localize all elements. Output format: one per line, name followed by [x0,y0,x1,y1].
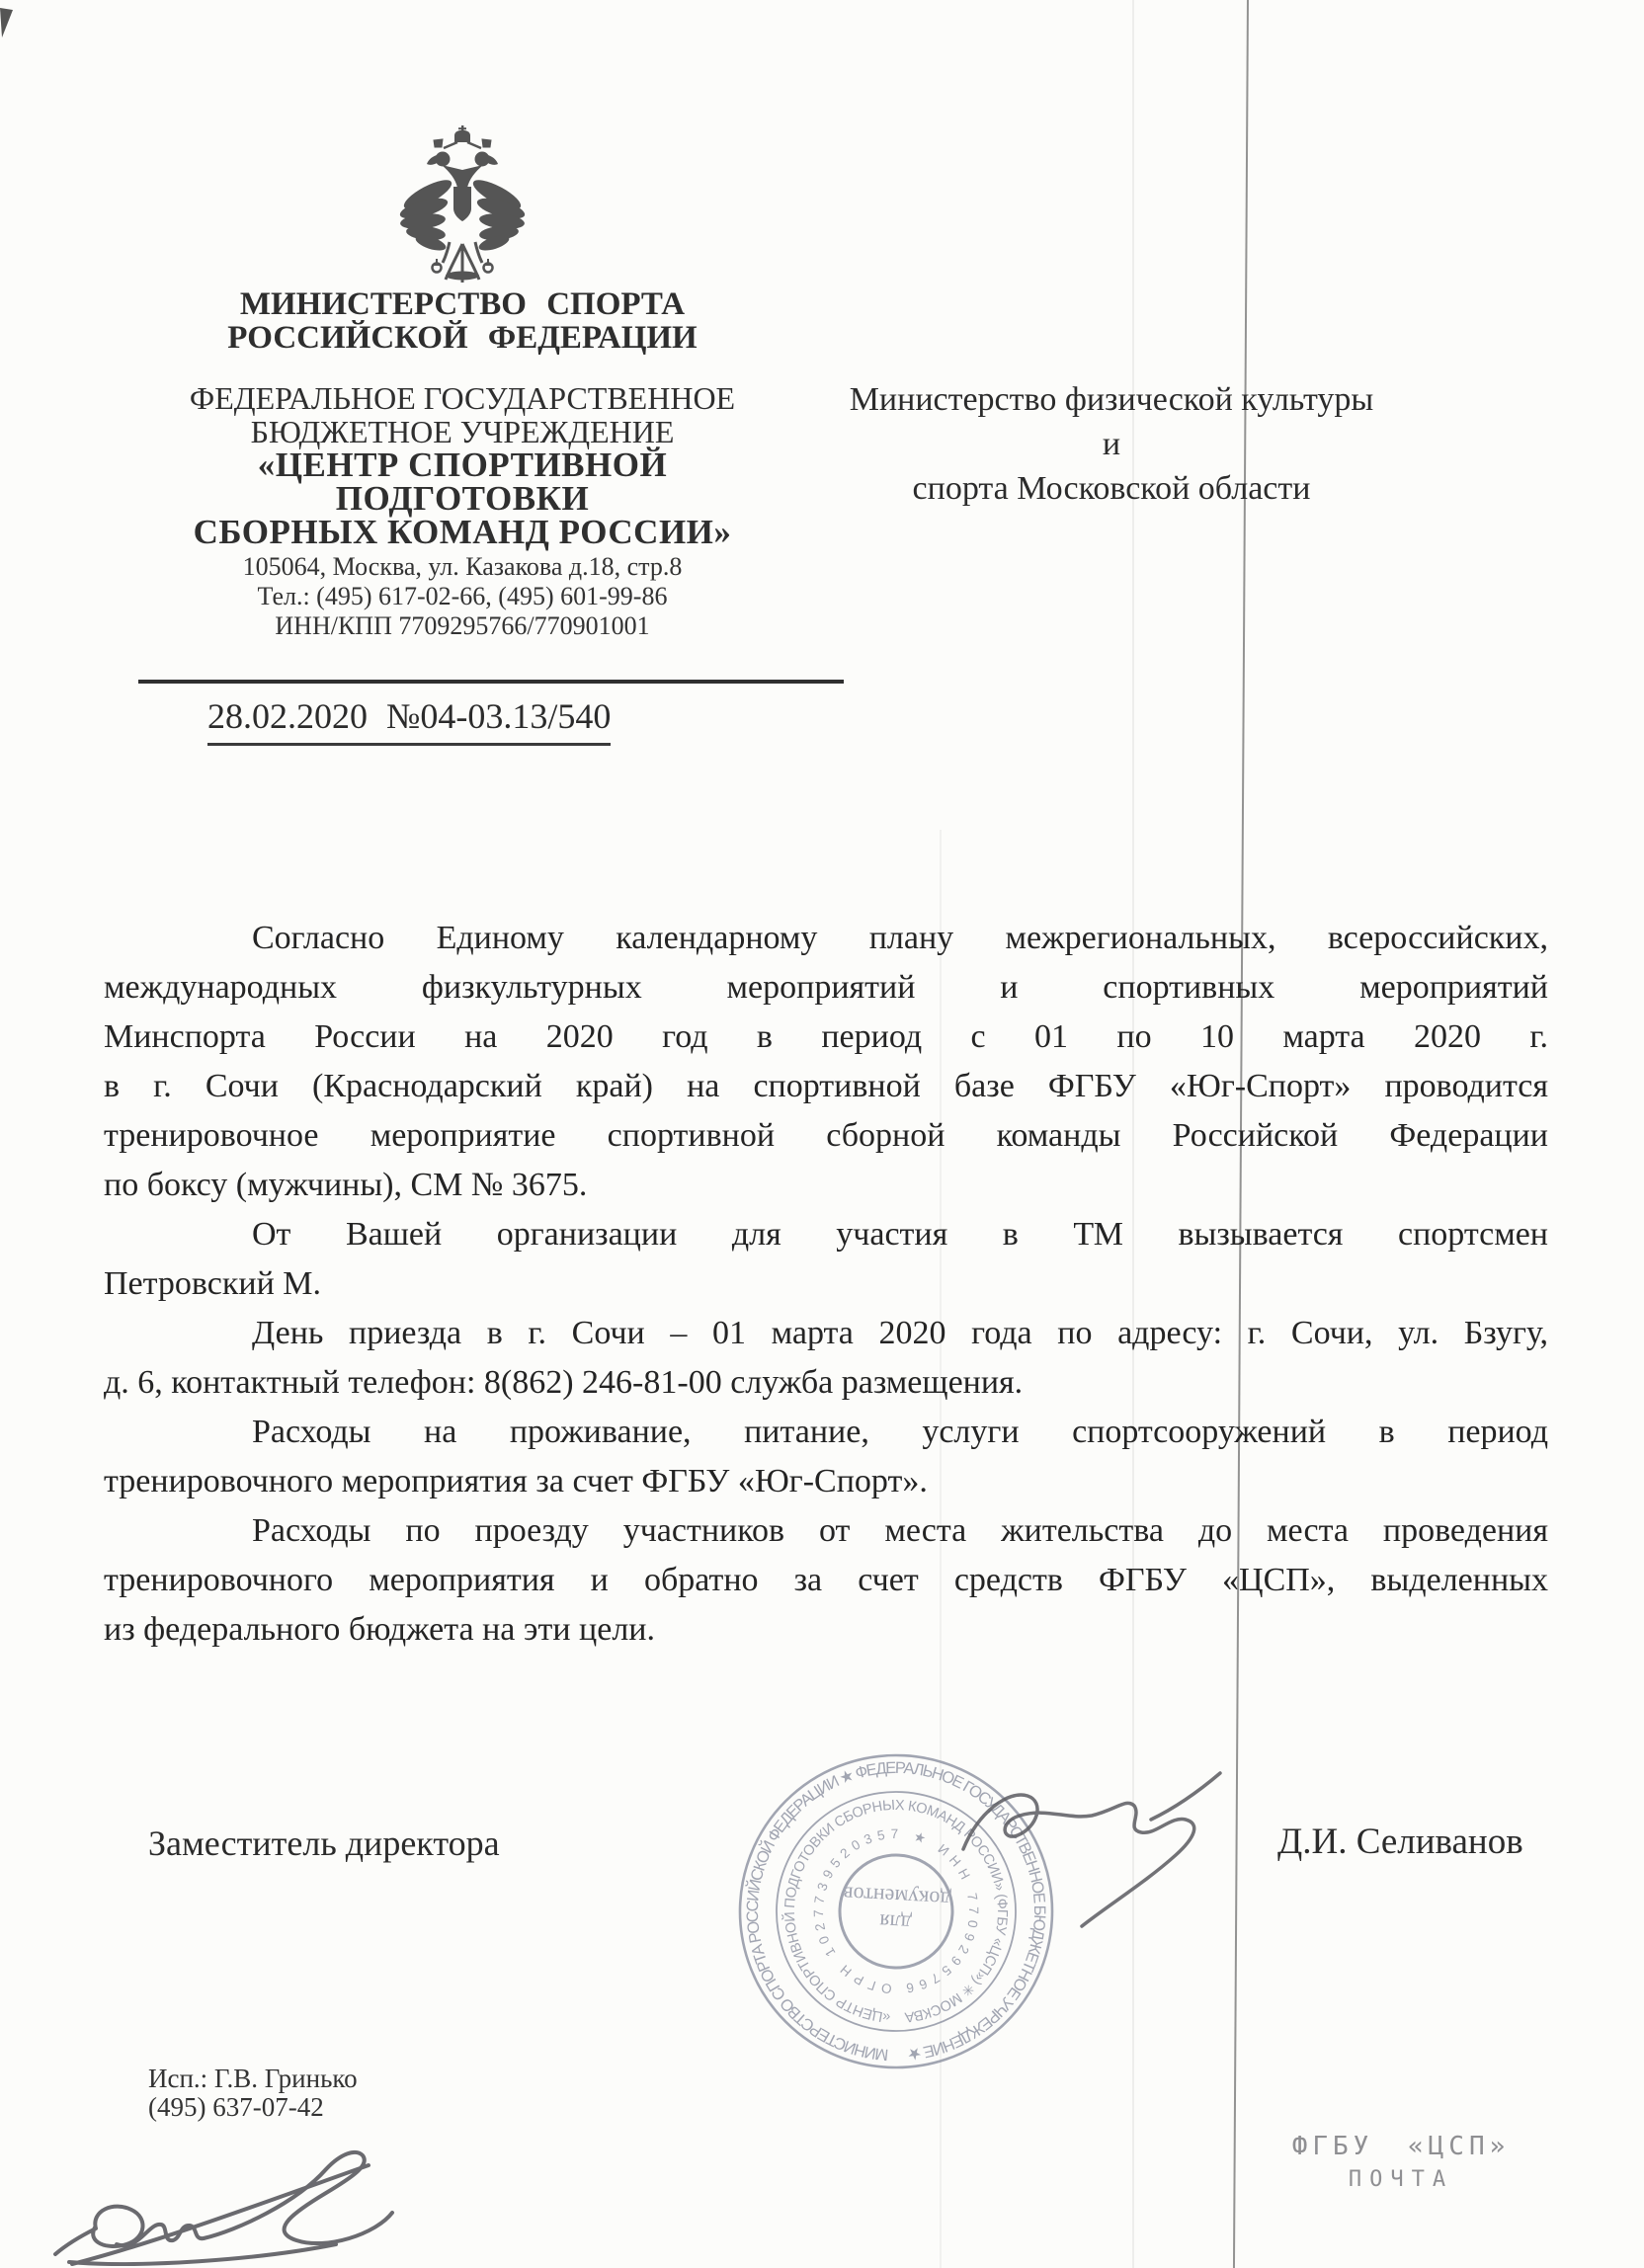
signatory-name: Д.И. Селиванов [1277,1822,1523,1862]
organization-contacts [138,552,786,641]
body-line: тренировочного мероприятия и обратно за счет средств ФГБУ «ЦСП», выделенных [104,1562,1548,1598]
body-line: в г. Сочи (Краснодарский край) на спортивной базе ФГБУ «Юг-Спорт» проводится [104,1068,1548,1104]
reference-date-number: 28.02.2020 №04-03.13/540 [207,695,611,746]
stamp-middle-ring-text: «ЦЕНТР СПОРТИВНОЙ ПОДГОТОВКИ СБОРНЫХ КОМАНД РОССИИ» (ФГБУ «ЦСП») ✳ МОСКВА [781,1797,1011,2025]
executor-block [148,2065,358,2122]
ministry-line1: МИНИСТЕРСТВО СПОРТА [239,286,686,322]
mail-stamp-word: ПОЧТА [1348,2167,1454,2192]
body-line: Петровский М. [104,1265,322,1302]
body-line: Расходы по проезду участников от места жительства до места проведения [252,1512,1548,1549]
body-line: Минспорта России на 2020 год в период с 01 по 10 марта 2020 г. [104,1018,1548,1055]
body-line: тренировочного мероприятия за счет ФГБУ «Юг-Спорт». [104,1463,928,1499]
letterhead-divider-line [138,680,844,684]
body-paragraphs [104,914,1548,1655]
recipient-block [845,377,1378,511]
body-line: из федерального бюджета на эти цели. [104,1611,655,1648]
ministry-line2: РОССИЙСКОЙ ФЕДЕРАЦИИ [227,320,698,356]
org-line1: ФЕДЕРАЛЬНОЕ ГОСУДАРСТВЕННОЕ [189,380,736,416]
mail-stamp-org: ФГБУ «ЦСП» [1291,2132,1511,2161]
signatory-position: Заместитель директора [148,1823,500,1863]
org-line3: «ЦЕНТР СПОРТИВНОЙ ПОДГОТОВКИ [257,446,668,518]
recipient-line2: спорта Московской области [912,470,1311,507]
org-line2: БЮДЖЕТНОЕ УЧРЕЖДЕНИЕ [250,414,675,449]
org-line4: СБОРНЫХ КОМАНД РОССИИ» [193,513,732,551]
recipient-line1: Министерство физической культуры и [849,381,1374,462]
org-phones: Тел.: (495) 617-02-66, (495) 601-99-86 [257,582,668,610]
director-signature-scribble [929,1748,1245,1946]
organization-name [138,381,786,549]
mail-franking-stamp [1282,2132,1520,2192]
ministry-header [138,287,786,355]
stamp-inner-ring-text: ОГРН 1027739520357 ★ ИНН 7709295766 [810,1825,982,1997]
body-line: д. 6, контактный телефон: 8(862) 246-81-00 служба размещения. [104,1364,1024,1401]
body-line: по боксу (мужчины), СМ № 3675. [104,1167,588,1203]
body-line: Согласно Единому календарному плану межрегиональных, всероссийских, [252,920,1548,956]
body-line: От Вашей организации для участия в ТМ вызывается спортсмен [252,1216,1548,1253]
stamp-center-line1: для [878,1909,913,1936]
body-line: международных физкультурных мероприятий и спортивных мероприятий [104,969,1548,1006]
org-inn-kpp: ИНН/КПП 7709295766/770901001 [275,611,650,640]
handwritten-flourish-signature [40,2134,435,2268]
executor-phone: (495) 637-07-42 [148,2092,324,2122]
org-address: 105064, Москва, ул. Казакова д.18, стр.8 [242,552,683,581]
body-line: тренировочное мероприятие спортивной сборной команды Российской Федерации [104,1117,1548,1154]
russia-coat-of-arms-icon [398,125,527,293]
body-line: Расходы на проживание, питание, услуги спортсооружений в период [252,1414,1548,1450]
stamp-center-line2: документов [842,1882,952,1912]
scan-corner-artifact [0,0,30,49]
stamp-outer-ring-text: МИНИСТЕРСТВО СПОРТА РОССИЙСКОЙ ФЕДЕРАЦИИ ★ ФЕДЕРАЛЬНОЕ ГОСУДАРСТВЕННОЕ БЮДЖЕТНОЕ УЧРЕЖДЕНИЕ ★ [743,1758,1049,2064]
executor-name: Исп.: Г.В. Гринько [148,2064,358,2093]
body-line: День приезда в г. Сочи – 01 марта 2020 года по адресу: г. Сочи, ул. Бзугу, [252,1315,1548,1351]
